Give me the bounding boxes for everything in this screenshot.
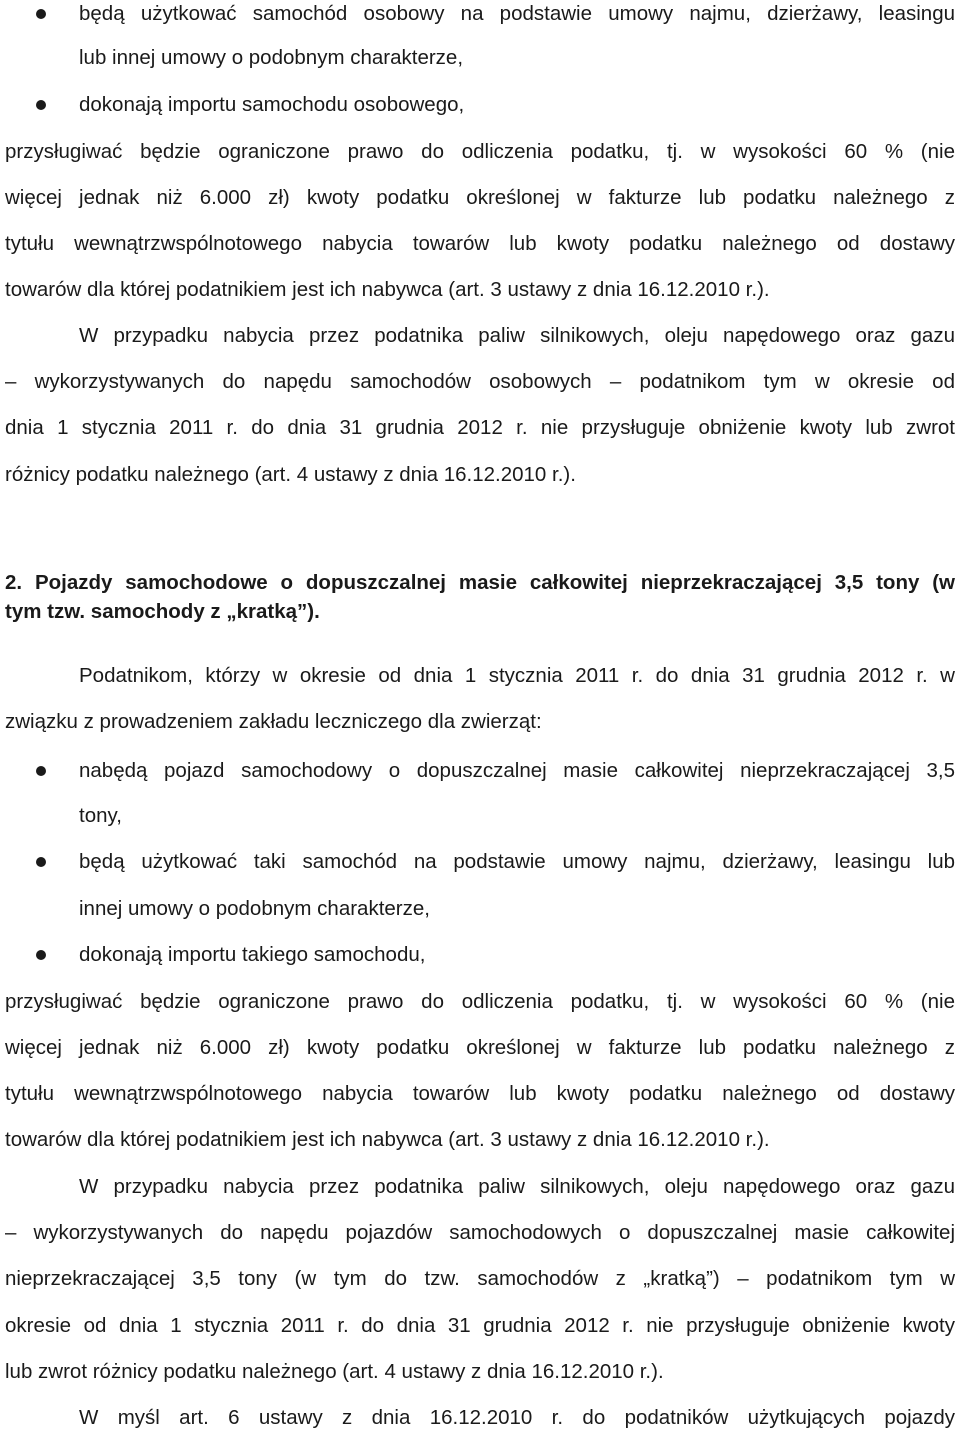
paragraph-line: okresie od dnia 1 stycznia 2011 r. do dnia 31 grudnia 2012 r. nie przysługuje obniżenie kwoty xyxy=(5,1314,955,1337)
bullet-text: nabędą pojazd samochodowy o dopuszczalnej masie całkowitej nieprzekraczającej 3,5 xyxy=(79,759,955,782)
paragraph-line: więcej jednak niż 6.000 zł) kwoty podatku określonej w fakturze lub podatku należnego z xyxy=(5,1036,955,1059)
section-heading: 2. Pojazdy samochodowe o dopuszczalnej masie całkowitej nieprzekraczającej 3,5 tony (w xyxy=(5,571,955,594)
bullet-text: będą użytkować samochód osobowy na podstawie umowy najmu, dzierżawy, leasingu xyxy=(79,2,955,25)
paragraph-line: tytułu wewnątrzwspólnotowego nabycia towarów lub kwoty podatku należnego od dostawy xyxy=(5,232,955,255)
section-heading: tym tzw. samochody z „kratką”). xyxy=(5,600,320,623)
paragraph-line: – wykorzystywanych do napędu pojazdów samochodowych o dopuszczalnej masie całkowitej xyxy=(5,1221,955,1244)
paragraph-line: dnia 1 stycznia 2011 r. do dnia 31 grudnia 2012 r. nie przysługuje obniżenie kwoty lub zwrot xyxy=(5,416,955,439)
paragraph-line: W przypadku nabycia przez podatnika paliw silnikowych, oleju napędowego oraz gazu xyxy=(79,1175,955,1198)
bullet-dot xyxy=(36,9,46,19)
paragraph-line: tytułu wewnątrzwspólnotowego nabycia towarów lub kwoty podatku należnego od dostawy xyxy=(5,1082,955,1105)
bullet-dot xyxy=(36,766,46,776)
paragraph-line: – wykorzystywanych do napędu samochodów osobowych – podatnikom tym w okresie od xyxy=(5,370,955,393)
paragraph-line: lub zwrot różnicy podatku należnego (art. 4 ustawy z dnia 16.12.2010 r.). xyxy=(5,1360,664,1383)
bullet-text: lub innej umowy o podobnym charakterze, xyxy=(79,46,464,69)
paragraph-line: więcej jednak niż 6.000 zł) kwoty podatku określonej w fakturze lub podatku należnego z xyxy=(5,186,955,209)
paragraph-line: nieprzekraczającej 3,5 tony (w tym do tzw. samochodów z „kratką”) – podatnikom tym w xyxy=(5,1267,955,1290)
bullet-text: dokonają importu samochodu osobowego, xyxy=(79,93,465,116)
bullet-dot xyxy=(36,950,46,960)
paragraph-line: przysługiwać będzie ograniczone prawo do odliczenia podatku, tj. w wysokości 60 % (nie xyxy=(5,140,955,163)
paragraph-line: towarów dla której podatnikiem jest ich nabywca (art. 3 ustawy z dnia 16.12.2010 r.). xyxy=(5,1128,770,1151)
paragraph-line: Podatnikom, którzy w okresie od dnia 1 stycznia 2011 r. do dnia 31 grudnia 2012 r. w xyxy=(79,664,955,687)
bullet-text: innej umowy o podobnym charakterze, xyxy=(79,897,430,920)
paragraph-line: związku z prowadzeniem zakładu leczniczego dla zwierząt: xyxy=(5,710,542,733)
bullet-text: dokonają importu takiego samochodu, xyxy=(79,943,426,966)
bullet-text: będą użytkować taki samochód na podstawie umowy najmu, dzierżawy, leasingu lub xyxy=(79,850,955,873)
paragraph-line: towarów dla której podatnikiem jest ich nabywca (art. 3 ustawy z dnia 16.12.2010 r.). xyxy=(5,278,770,301)
paragraph-line: W przypadku nabycia przez podatnika paliw silnikowych, oleju napędowego oraz gazu xyxy=(79,324,955,347)
paragraph-line: przysługiwać będzie ograniczone prawo do odliczenia podatku, tj. w wysokości 60 % (nie xyxy=(5,990,955,1013)
bullet-dot xyxy=(36,100,46,110)
paragraph-line: W myśl art. 6 ustawy z dnia 16.12.2010 r. do podatników użytkujących pojazdy xyxy=(79,1406,955,1429)
paragraph-line: różnicy podatku należnego (art. 4 ustawy z dnia 16.12.2010 r.). xyxy=(5,463,576,486)
bullet-dot xyxy=(36,857,46,867)
bullet-text: tony, xyxy=(79,804,122,827)
